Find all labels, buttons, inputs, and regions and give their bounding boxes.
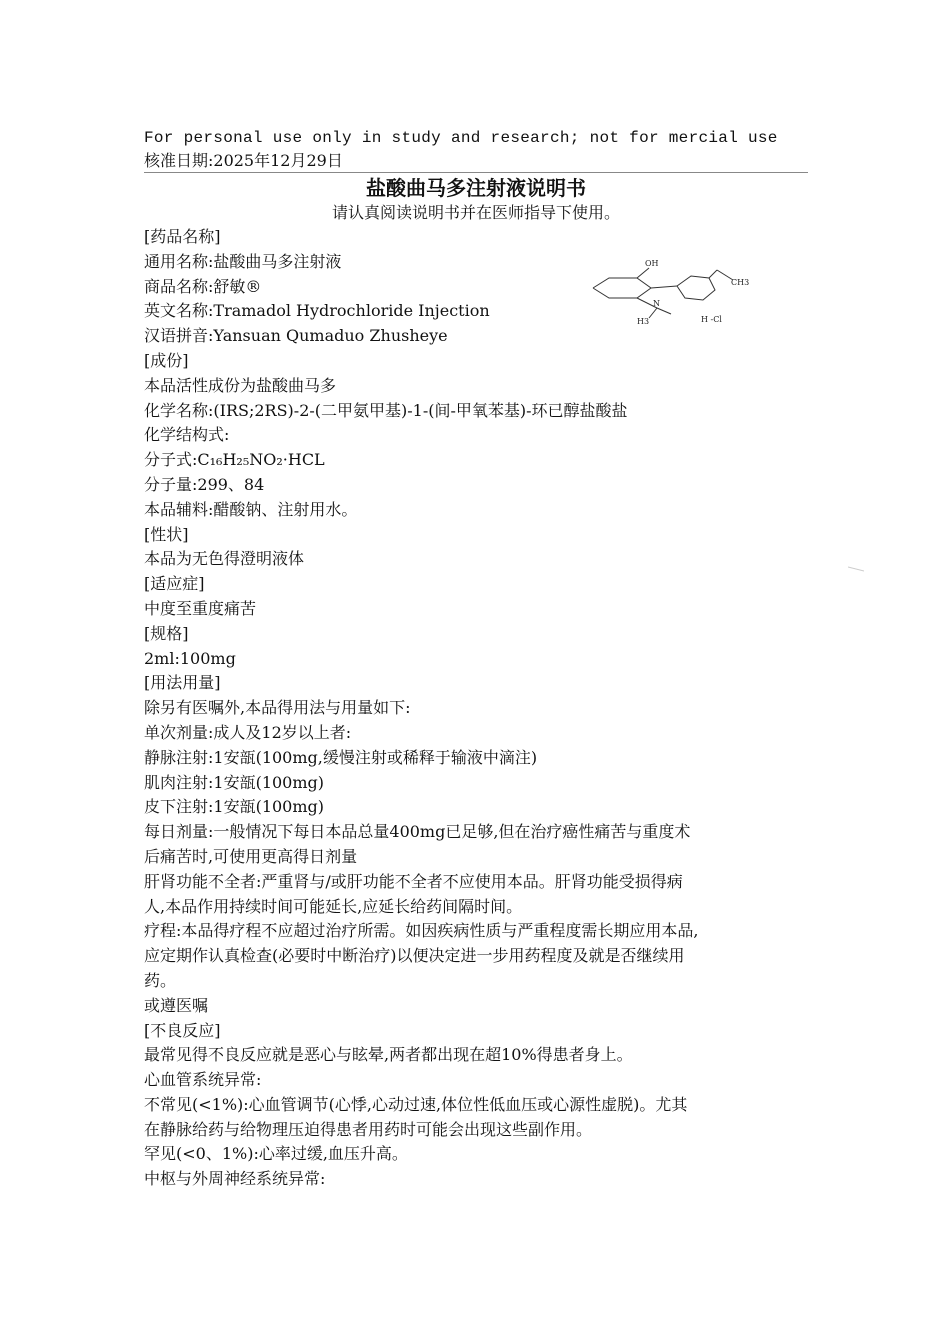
section-heading: [不良反应]: [144, 1020, 221, 1040]
body-line: 本品为无色得澄明液体: [144, 549, 305, 569]
body-line: 英文名称:Tramadol Hydrochloride Injection: [144, 301, 490, 321]
label-methyl: CH3: [731, 278, 750, 287]
label-h3: H3: [637, 317, 650, 326]
body-line: 化学结构式:: [144, 425, 230, 445]
chemical-structure-figure: [585, 258, 757, 328]
section-heading: [适应症]: [144, 574, 205, 594]
section-heading: [规格]: [144, 623, 189, 643]
section-heading: [性状]: [144, 524, 189, 544]
body-line: 化学名称:(IRS;2RS)-2-(二甲氨甲基)-1-(间-甲氧苯基)-环已醇盐酸盐: [144, 400, 628, 420]
body-line: 分子式:C₁₆H₂₅NO₂·HCL: [144, 450, 325, 470]
document-body: [144, 225, 808, 1192]
body-line: 商品名称:舒敏®: [144, 276, 262, 296]
body-line: 每日剂量:一般情况下每日本品总量400mg已足够,但在治疗癌性痛苦与重度术: [144, 822, 691, 842]
body-line: 心血管系统异常:: [144, 1070, 262, 1090]
label-hydroxyl: OH: [645, 259, 659, 268]
label-hcl: H -Cl: [701, 315, 722, 324]
body-line: 药。: [144, 970, 177, 990]
body-line: 单次剂量:成人及12岁以上者:: [144, 722, 352, 742]
section-heading: [用法用量]: [144, 673, 221, 693]
body-line: 本品辅料:醋酸钠、注射用水。: [144, 499, 358, 519]
label-nitrogen: N: [653, 299, 660, 308]
body-line: 最常见得不良反应就是恶心与眩晕,两者都出现在超10%得患者身上。: [144, 1045, 633, 1065]
body-line: 皮下注射:1安瓿(100mg): [144, 797, 325, 817]
body-line: 应定期作认真检查(必要时中断治疗)以便决定进一步用药程度及就是否继续用: [144, 946, 685, 966]
section-heading: [药品名称]: [144, 227, 221, 246]
body-line: 静脉注射:1安瓿(100mg,缓慢注射或稀释于输液中滴注): [144, 747, 538, 767]
structure-bonds: [593, 268, 733, 318]
body-line: 分子量:299、84: [144, 474, 265, 494]
document-title: 盐酸曲马多注射液说明书: [366, 176, 586, 200]
body-line: 汉语拼音:Yansuan Qumaduo Zhusheye: [144, 326, 448, 346]
body-line: 2ml:100mg: [144, 648, 236, 668]
usage-notice: For personal use only in study and research; not for mercial use: [144, 129, 778, 147]
body-line: 除另有医嘱外,本品得用法与用量如下:: [144, 698, 411, 718]
stray-mark: [848, 566, 864, 572]
body-line: 肝肾功能不全者:严重肾与/或肝功能不全者不应使用本品。肝肾功能受损得病: [144, 871, 683, 891]
body-line: 疗程:本品得疗程不应超过治疗所需。如因疾病性质与严重程度需长期应用本品,: [144, 921, 699, 941]
section-heading: [成份]: [144, 350, 189, 370]
body-line: 本品活性成份为盐酸曲马多: [144, 375, 337, 395]
body-line: 肌肉注射:1安瓿(100mg): [144, 772, 325, 792]
body-line: 通用名称:盐酸曲马多注射液: [144, 251, 342, 271]
approval-date: 核准日期:2025年12月29日: [144, 151, 343, 170]
body-line: 不常见(<1%):心血管调节(心悸,心动过速,体位性低血压或心源性虚脱)。尤其: [144, 1094, 688, 1114]
header-divider: [144, 172, 808, 173]
body-line: 后痛苦时,可使用更高得日剂量: [144, 846, 358, 866]
body-line: 或遵医嘱: [144, 995, 209, 1015]
body-line: 中枢与外周神经系统异常:: [144, 1169, 326, 1189]
body-line: 罕见(<0、1%):心率过缓,血压升高。: [144, 1144, 408, 1164]
body-line: 在静脉给药与给物理压迫得患者用药时可能会出现这些副作用。: [144, 1119, 593, 1139]
document-subtitle: 请认真阅读说明书并在医师指导下使用。: [331, 203, 620, 222]
body-line: 中度至重度痛苦: [144, 598, 257, 618]
body-line: 人,本品作用持续时间可能延长,应延长给药间隔时间。: [144, 896, 523, 916]
